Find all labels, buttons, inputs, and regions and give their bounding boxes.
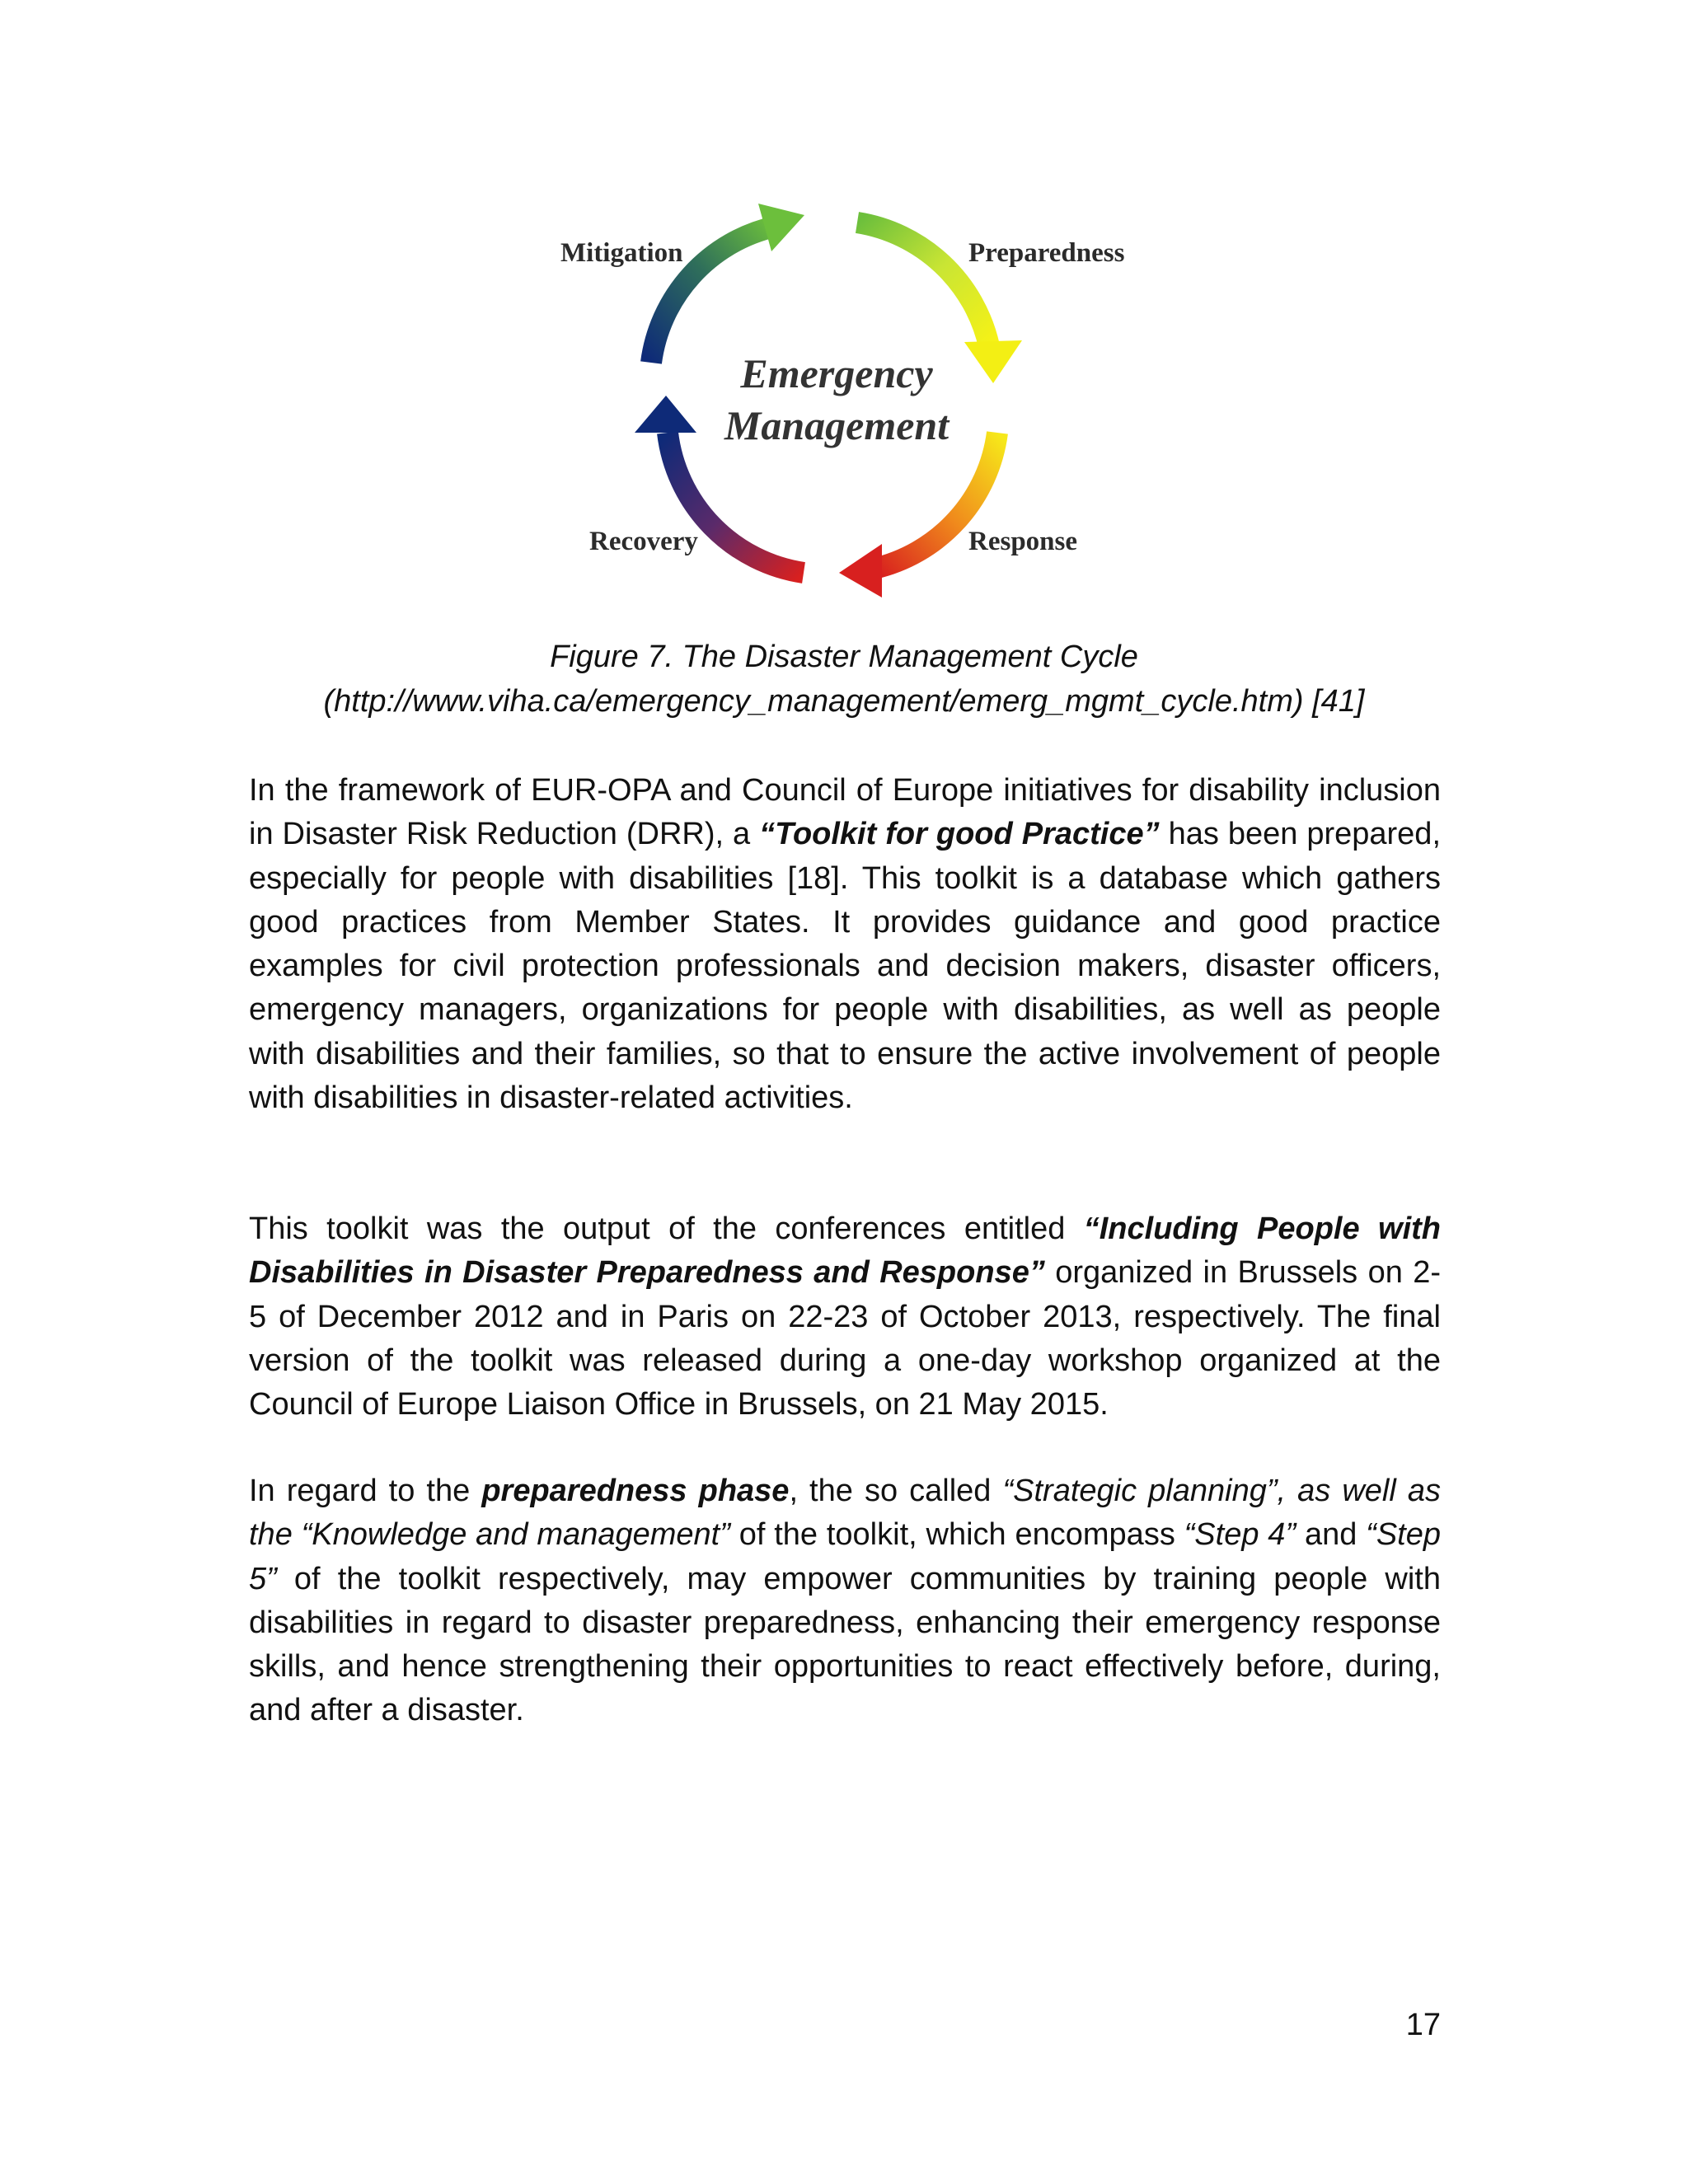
cycle-title-line1: Emergency (740, 350, 933, 396)
para1-text-end: has been prepared, especially for people with disabilities [18]. This toolkit is a database which gathers good practices from Member States. It provides guidance and good practice examples for civil protection professionals and decision makers, disaster officers, emergency managers, organizations for people with disabilities, as well as people with disabilities and their families, so that to ensure the active involvement of people with disabilities in disaster-related activities. (249, 817, 1442, 1116)
para1-text-start: In the framework of EUR-OPA and Council of Europe initiatives for disability inclusion in Disaster Risk Reduction (DRR), a (249, 773, 1441, 852)
paragraph-preparedness (249, 1469, 1441, 1733)
mitigation-arrow (651, 204, 804, 363)
para2-emphasis: “Including People with Disabilities in Disaster Preparedness and Response” (249, 1212, 1441, 1291)
para3-text-5: of the toolkit respectively, may empower communities by training people with disabilities in regard to disaster preparedness, enhancing their emergency response skills, and hence strengthening their opportunities to react effectively before, during, and after a disaster. (249, 1561, 1441, 1728)
cycle-title-line2: Management (724, 402, 950, 448)
para3-text-4: and (1296, 1517, 1367, 1553)
mitigation-label: Mitigation (560, 238, 683, 268)
para2-text-end: organized in Brussels on 2-5 of December 2012 and in Paris on 22-23 of October 2013, respectively. The final version of the toolkit was released during a one-day workshop organized at the Council of Europe Liaison Office in Brussels, on 21 May 2015. (249, 1255, 1442, 1422)
paragraph-toolkit-intro (249, 769, 1441, 1120)
page-number: 17 (1405, 2008, 1441, 2042)
para3-italic-3: “Step 5” (249, 1517, 1441, 1596)
paragraph-conferences (249, 1207, 1441, 1427)
para3-italic-2: “Step 4” (1184, 1517, 1296, 1553)
para1-emphasis: “Toolkit for good Practice” (759, 817, 1160, 852)
para3-text-1: In regard to the (249, 1474, 482, 1508)
recovery-label: Recovery (589, 527, 698, 556)
para3-text-2: , the so called (789, 1474, 1003, 1508)
figure-caption (247, 635, 1441, 724)
response-label: Response (968, 527, 1078, 556)
cycle-diagram (528, 185, 1154, 630)
caption-source: (http://www.viha.ca/emergency_management/emerg_mgmt_cycle.htm) [41] (323, 684, 1365, 719)
caption-title: Figure 7. The Disaster Management Cycle (550, 640, 1138, 674)
response-arrow (839, 433, 997, 598)
para2-text-start: This toolkit was the output of the conferences entitled (249, 1212, 1084, 1246)
para3-emphasis: preparedness phase (481, 1474, 790, 1508)
para3-text-3: of the toolkit, which encompass (729, 1517, 1184, 1553)
preparedness-label: Preparedness (968, 238, 1125, 268)
disaster-management-cycle-figure (528, 185, 1154, 630)
para3-italic-1: “Strategic planning”, as well as the “Knowledge and management” (249, 1474, 1441, 1553)
